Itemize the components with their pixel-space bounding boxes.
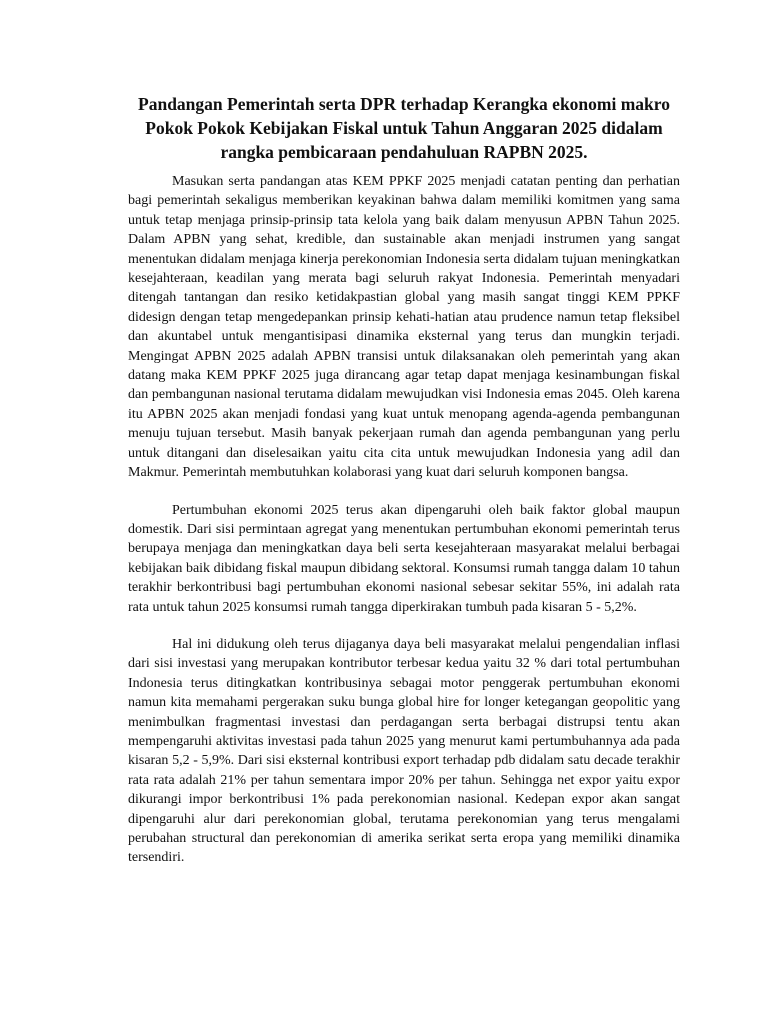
paragraph-3: Hal ini didukung oleh terus dijaganya daya beli masyarakat melalui pengendalian inflasi dari sisi investasi yang merupakan kontributor terbesar kedua yaitu 32 % dari total pertumbuhan Indonesia terus ditingkatkan kontribusinya sebagai motor penggerak pertumbuhan ekonomi namun kita memahami pergerakan suku bunga global hire for longer ketegangan geopolitic yang menimbulkan fragmentasi investasi dan perdagangan serta berbagai distrupsi tentu akan mempengaruhi aktivitas investasi pada tahun 2025 yang menurut kami pertumbuhannya ada pada kisaran 5,2 - 5,9%. Dari sisi eksternal kontribusi export terhadap pdb didalam satu decade terakhir rata rata adalah 21% per tahun sementara impor 20% per tahun. Sehingga net expor yaitu expor dikurangi impor berkontribusi 1% pada perekonomian nasional. Kedepan expor akan sangat dipengaruhi alur dari perekonomian global, terutama perekonomian yang terus mengalami perubahan structural dan perekonomian di amerika serikat serta eropa yang memiliki dinamika tersendiri. bbox=[128, 636, 680, 866]
paragraph-2: Pertumbuhan ekonomi 2025 terus akan dipengaruhi oleh baik faktor global maupun domestik. Dari sisi permintaan agregat yang menentukan pertumbuhan ekonomi pemerintah terus berupaya menjaga dan meningkatkan daya beli serta kesejahteraan masyarakat melalui berbagai kebijakan baik dibidang fiskal maupun dibidang sektoral. Konsumsi rumah tangga dalam 10 tahun terakhir berkontribusi bagi pertumbuhan ekonomi nasional sebesar sekitar 55%, ini adalah rata rata untuk tahun 2025 konsumsi rumah tangga diperkirakan tumbuh pada kisaran 5 - 5,2%. bbox=[128, 502, 680, 615]
document-title bbox=[88, 92, 720, 164]
title-line-2: Pokok Pokok Kebijakan Fiskal untuk Tahun Anggaran 2025 didalam bbox=[145, 118, 663, 138]
paragraph-1: Masukan serta pandangan atas KEM PPKF 2025 menjadi catatan penting dan perhatian bagi pemerintah sekaligus memberikan keyakinan bahwa dalam memiliki komitmen yang sama untuk tetap menjaga prinsip-prinsip tata kelola yang baik dalam menyusun APBN Tahun 2025. Dalam APBN yang sehat, kredible, dan sustainable akan menjadi instrumen yang sangat menentukan didalam menjaga kinerja perekonomian Indonesia serta didalam tujuan meningkatkan kesejahteraan, keadilan yang merata bagi seluruh rakyat Indonesia. Pemerintah menyadari ditengah tantangan dan resiko ketidakpastian global yang masih sangat tinggi KEM PPKF didesign dengan tetap mengedepankan prinsip kehati-hatian atau prudence namun tetap fleksibel dan akuntabel untuk mengantisipasi dinamika eksternal yang terus dan mungkin terjadi. Mengingat APBN 2025 adalah APBN transisi untuk dilaksanakan oleh pemerintah yang akan datang maka KEM PPKF 2025 juga dirancang agar tetap dapat menjaga kesinambungan fiskal dan pembangunan nasional terutama didalam mewujudkan visi Indonesia emas 2045. Oleh karena itu APBN 2025 akan menjadi fondasi yang kuat untuk menopang agenda-agenda pembangunan menuju tujuan tersebut. Masih banyak pekerjaan rumah dan agenda pembangunan yang perlu untuk ditangani dan diselesaikan yaitu cita cita untuk mewujudkan Indonesia yang adil dan Makmur. Pemerintah membutuhkan kolaborasi yang kuat dari seluruh komponen bangsa. bbox=[128, 174, 680, 481]
title-line-3: rangka pembicaraan pendahuluan RAPBN 2025. bbox=[220, 142, 588, 162]
title-line-1: Pandangan Pemerintah serta DPR terhadap Kerangka ekonomi makro bbox=[138, 94, 670, 114]
